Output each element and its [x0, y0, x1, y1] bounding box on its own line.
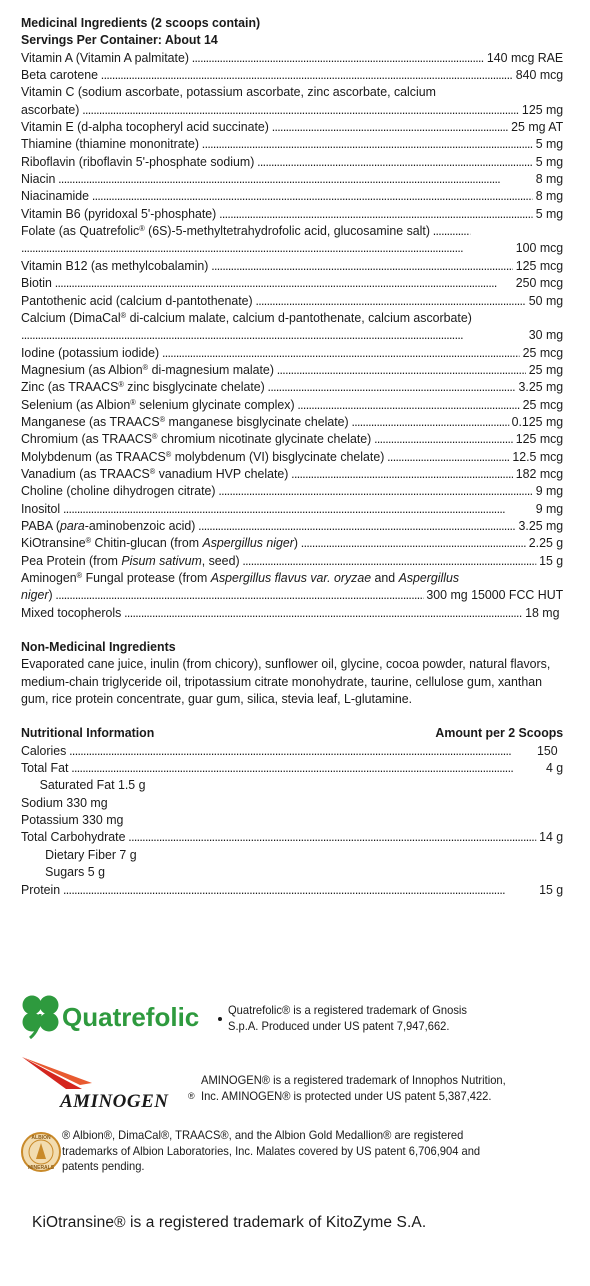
ingredient-label: Molybdenum (as TRAACS	[21, 448, 166, 464]
leader-dots	[55, 586, 423, 603]
leader-dots	[162, 344, 520, 361]
servings-per-container: Servings Per Container: About 14	[21, 32, 218, 48]
trademark-line: AMINOGEN® is a registered trademark of Innophos Nutrition,	[201, 1073, 506, 1087]
leader-dots	[374, 430, 513, 447]
leader-dots	[21, 239, 513, 256]
ingredient-label-line	[21, 309, 563, 326]
ingredient-label: Pea Protein (from	[21, 552, 122, 568]
ingredient-amount: 125 mg	[521, 101, 564, 117]
leader-dots	[387, 448, 509, 465]
registered-mark: ®	[120, 310, 127, 320]
aminogen-logo	[20, 1055, 200, 1113]
ingredient-label-cont: vanadium HVP chelate)	[155, 465, 289, 481]
leader-dots	[351, 413, 508, 430]
ingredient-label-cont: Chitin-glucan (from	[91, 535, 203, 551]
ingredient-label-cont: manganese bisglycinate chelate)	[165, 413, 349, 429]
ingredient-amount: 3.25 mg	[518, 379, 564, 395]
leader-dots	[192, 49, 484, 66]
ingredient-label: Vitamin E (d-alpha tocopheryl acid succinate)	[21, 119, 269, 135]
ingredient-amount: 9 mg	[535, 500, 564, 516]
trademark-line: ® Albion®, DimaCal®, TRAACS®, and the Albion Gold Medallion® are registered	[62, 1128, 464, 1142]
ingredient-row	[21, 604, 563, 621]
ingredient-amount: 5 mg	[535, 153, 564, 169]
leader-dots	[242, 552, 536, 569]
ingredient-label-cont: chromium nicotinate glycinate chelate)	[157, 431, 372, 447]
leader-dots	[69, 742, 534, 759]
ingredient-label-cont: Fungal protease (from	[82, 570, 211, 585]
supplement-facts-panel	[21, 14, 564, 898]
aminogen-swoosh-icon	[22, 1057, 92, 1089]
albion-trademark	[62, 1128, 480, 1175]
ingredient-label-line: Vitamin C (sodium ascorbate, potassium ascorbate, zinc ascorbate, calcium	[21, 84, 436, 100]
leader-dots	[63, 881, 536, 898]
nutrition-row: Potassium 330 mg	[21, 812, 124, 828]
nutrition-title: Nutritional Information	[21, 725, 155, 741]
ingredient-label: Iodine (potassium iodide)	[21, 344, 160, 360]
nutrition-amount-header: Amount per 2 Scoops	[435, 725, 564, 741]
ingredient-amount: 25 mg	[528, 361, 564, 377]
nutrition-header	[21, 724, 563, 741]
ingredient-row	[21, 274, 563, 291]
ingredient-row	[21, 586, 563, 603]
ingredient-amount: 5 mg	[535, 136, 564, 152]
leader-dots	[202, 135, 533, 152]
registered-mark: ®	[159, 414, 166, 424]
ingredient-label: Calcium (DimaCal	[21, 309, 121, 325]
ingredient-amount: 9 mg	[535, 483, 564, 499]
ingredient-label: Vanadium (as TRAACS	[21, 465, 150, 481]
nutrition-value: 150	[536, 742, 558, 758]
ingredient-row	[21, 465, 563, 482]
leader-dots	[297, 396, 519, 413]
ingredient-label-line	[21, 569, 563, 586]
ingredient-row	[21, 239, 563, 256]
kiotransine-trademark: KiOtransine® is a registered trademark of KitoZyme S.A.	[32, 1214, 427, 1231]
nutrition-row: Sodium 330 mg	[21, 794, 108, 810]
ingredient-label-cont: selenium glycinate complex)	[135, 396, 295, 412]
non-medicinal-title: Non-Medicinal Ingredients	[21, 639, 176, 655]
ingredient-amount: 0.125 mg	[511, 413, 564, 429]
ingredient-amount: 5 mg	[535, 205, 564, 221]
trademark-line: Quatrefolic® is a registered trademark of Gnosis	[228, 1003, 467, 1017]
ingredient-amount: 30 mg	[528, 327, 564, 343]
ingredient-label-cont: di-calcium malate, calcium d-pantothenate, calcium ascorbate)	[126, 309, 472, 325]
ingredient-row	[21, 292, 563, 309]
quatrefolic-wordmark: Quatrefolic	[62, 1002, 200, 1032]
leader-dots	[198, 517, 516, 534]
ingredient-row	[21, 361, 563, 378]
ingredient-label: Pantothenic acid (calcium d-pantothenate)	[21, 292, 253, 308]
ingredient-amount: 25 mcg	[522, 396, 564, 412]
registered-mark: ®	[152, 432, 158, 442]
ingredient-row	[21, 552, 563, 569]
nutrition-label: Protein	[21, 881, 61, 897]
ingredient-amount: 50 mg	[528, 292, 564, 308]
ingredient-amount: 15 g	[539, 552, 564, 568]
nutrition-value: 15 g	[539, 881, 564, 897]
leader-dots	[257, 153, 533, 170]
ingredient-amount: 2.25 g	[528, 535, 564, 551]
nutrition-value: 4 g	[545, 760, 564, 776]
registered-mark: ®	[85, 536, 92, 546]
leader-dots	[218, 482, 533, 499]
ingredient-label-italic: para	[59, 517, 85, 533]
registered-mark: ®	[130, 397, 136, 407]
ingredient-row	[21, 378, 563, 395]
ingredient-label-cont: zinc bisglycinate chelate)	[123, 379, 265, 395]
ingredient-row	[21, 170, 563, 187]
ingredient-amount: 125 mcg	[515, 431, 564, 447]
ingredient-label: ascorbate)	[21, 101, 80, 117]
registered-mark: ®	[139, 224, 145, 234]
ingredient-amount: 100 mcg	[515, 240, 564, 256]
ingredient-row	[21, 257, 563, 274]
albion-medallion-icon	[20, 1124, 64, 1180]
ingredient-label-cont: (6S)-5-methyltetrahydrofolic acid, glucosamine salt)	[144, 223, 430, 239]
ingredient-label: Vitamin A (Vitamin A palmitate)	[21, 49, 189, 65]
leader-dots	[268, 378, 516, 395]
leader-dots	[433, 222, 470, 239]
ingredient-label: Vitamin B12 (as methylcobalamin)	[21, 257, 209, 273]
leader-dots	[255, 292, 526, 309]
nutrition-label: Total Carbohydrate	[21, 829, 126, 845]
ingredient-row	[21, 153, 563, 170]
ingredient-amount: 25 mcg	[522, 344, 564, 360]
ingredient-label: Biotin	[21, 275, 52, 291]
leader-dots	[272, 118, 509, 135]
ingredient-label: Vitamin B6 (pyridoxal 5'-phosphate)	[21, 205, 217, 221]
ingredient-label: Selenium (as Albion	[21, 396, 131, 412]
registered-mark: ®	[165, 449, 172, 459]
leader-dots	[277, 361, 526, 378]
nutrition-value: 14 g	[539, 829, 564, 845]
ingredient-label-cont: )	[293, 535, 299, 551]
leader-dots	[301, 534, 526, 551]
ingredient-amount: 8 mg	[535, 171, 564, 187]
ingredient-row	[21, 344, 563, 361]
ingredient-row	[21, 482, 563, 499]
ingredient-label-italic: niger	[21, 587, 49, 603]
ingredient-amount: 125 mcg	[515, 257, 564, 273]
leader-dots	[219, 205, 533, 222]
quatrefolic-logo	[18, 992, 228, 1042]
ingredient-label: Mixed tocopherols	[21, 604, 122, 620]
nutrition-row	[21, 759, 563, 776]
nutrition-sub-row: Saturated Fat 1.5 g	[39, 777, 146, 793]
registered-mark: ®	[149, 466, 156, 476]
ingredient-amount: 300 mg 15000 FCC HUT	[426, 587, 564, 603]
ingredient-label-italic: Pisum sativum	[121, 552, 202, 568]
ingredient-label: Folate (as Quatrefolic	[21, 223, 140, 239]
svg-text:®: ®	[188, 1091, 195, 1101]
ingredient-row	[21, 205, 563, 222]
leader-dots	[101, 66, 513, 83]
trademark-line: S.p.A. Produced under US patent 7,947,662.	[228, 1018, 450, 1033]
leader-dots	[82, 101, 519, 118]
ingredient-row	[21, 101, 563, 118]
ingredient-label: KiOtransine	[21, 535, 86, 551]
nutrition-sub-row: Sugars 5 g	[45, 864, 105, 880]
ingredient-row	[21, 448, 563, 465]
quatrefolic-trademark	[228, 1003, 467, 1034]
ingredient-label: Niacin	[21, 171, 56, 187]
ingredient-label-italic: Aspergillus	[398, 570, 460, 585]
trademark-line: trademarks of Albion Laboratories, Inc. Malates covered by US patent 6,706,904 and	[62, 1143, 481, 1158]
nutrition-label: Calories	[21, 742, 67, 758]
ingredient-amount: 18 mg	[525, 604, 560, 620]
ingredient-label-cont: molybdenum (VI) bisglycinate chelate)	[171, 448, 385, 464]
ingredient-row	[21, 118, 563, 135]
ingredient-amount: 8 mg	[535, 188, 564, 204]
ingredient-amount: 182 mcg	[515, 465, 564, 481]
ingredient-amount: 140 mcg RAE	[486, 49, 564, 65]
nutrition-row	[21, 828, 563, 845]
ingredient-row	[21, 187, 563, 204]
ingredient-label-cont: -aminobenzoic acid)	[84, 517, 196, 533]
ingredient-row	[21, 396, 563, 413]
ingredient-label: Zinc (as TRAACS	[21, 379, 119, 395]
ingredient-label: Magnesium (as Albion	[21, 361, 143, 377]
ingredient-row	[21, 500, 563, 517]
ingredient-row	[21, 66, 563, 83]
ingredient-row	[21, 413, 563, 430]
ingredient-label-italic: Aspergillus flavus var. oryzae	[210, 570, 372, 585]
leader-dots	[55, 274, 513, 291]
ingredient-label: Choline (choline dihydrogen citrate)	[21, 483, 216, 499]
ingredient-row	[21, 326, 563, 343]
ingredient-label: Beta carotene	[21, 67, 99, 83]
ingredient-label: Thiamine (thiamine mononitrate)	[21, 136, 200, 152]
leader-dots	[21, 326, 526, 343]
ingredient-row	[21, 430, 563, 447]
ingredient-label: Aminogen	[21, 570, 77, 585]
ingredient-label: Manganese (as TRAACS	[21, 413, 160, 429]
trademark-line: Inc. AMINOGEN® is protected under US patent 5,387,422.	[201, 1088, 492, 1103]
leader-dots	[291, 465, 513, 482]
leader-dots	[71, 759, 543, 776]
leader-dots	[92, 187, 533, 204]
ingredient-label-cont: )	[48, 587, 53, 603]
non-medicinal-text: Evaporated cane juice, inulin (from chicory), sunflower oil, glycine, cocoa powder, natural flavors, medium-chain triglyceride oil, tripotassium citrate monohydrate, taurine, cellulose gum, xanthan gum, rice protein concentrate, guar gum, silica, stevia leaf, L-glutamine.	[21, 656, 551, 707]
albion-logo-top: ALBION	[31, 1135, 51, 1141]
ingredient-label: Chromium (as TRAACS	[21, 431, 153, 447]
ingredient-row	[21, 517, 563, 534]
albion-logo-bottom: MINERALS	[27, 1165, 55, 1171]
ingredient-amount: 250 mcg	[515, 275, 564, 291]
registered-mark: ®	[76, 571, 83, 580]
leader-dots	[63, 500, 533, 517]
leader-dots	[128, 828, 536, 845]
ingredient-label-line	[21, 222, 563, 239]
leader-dots	[124, 604, 522, 621]
ingredient-row	[21, 534, 563, 551]
ingredient-label: PABA (	[21, 517, 60, 533]
ingredient-label: Niacinamide	[21, 188, 90, 204]
leader-dots	[58, 170, 533, 187]
ingredient-row	[21, 135, 563, 152]
nutrition-sub-row: Dietary Fiber 7 g	[45, 846, 137, 862]
ingredient-label: Inositol	[21, 500, 61, 516]
registered-mark: ®	[118, 380, 124, 390]
ingredient-row	[21, 49, 563, 66]
ingredient-amount: 25 mg AT	[511, 119, 564, 135]
clover-leaf-icon	[23, 996, 59, 1039]
registered-mark: ®	[142, 362, 149, 372]
leader-dots	[211, 257, 513, 274]
nutrition-row	[21, 881, 563, 898]
ingredient-label-italic: Aspergillus niger	[202, 535, 294, 551]
ingredient-amount: 3.25 mg	[518, 517, 564, 533]
ingredient-label-cont: , seed)	[201, 552, 240, 568]
ingredient-label-cont: and	[371, 570, 399, 585]
ingredient-amount: 12.5 mcg	[512, 448, 564, 464]
aminogen-trademark	[201, 1073, 506, 1104]
ingredient-label-cont: di-magnesium malate)	[148, 361, 274, 377]
ingredient-amount: 840 mcg	[515, 67, 564, 83]
medicinal-title: Medicinal Ingredients (2 scoops contain)	[21, 15, 261, 30]
trademark-line: patents pending.	[62, 1159, 145, 1173]
ingredient-label: Riboflavin (riboflavin 5'-phosphate sodium)	[21, 153, 255, 169]
aminogen-wordmark: AMINOGEN	[60, 1091, 169, 1112]
nutrition-label: Total Fat	[21, 760, 69, 776]
nutrition-row	[21, 742, 563, 759]
